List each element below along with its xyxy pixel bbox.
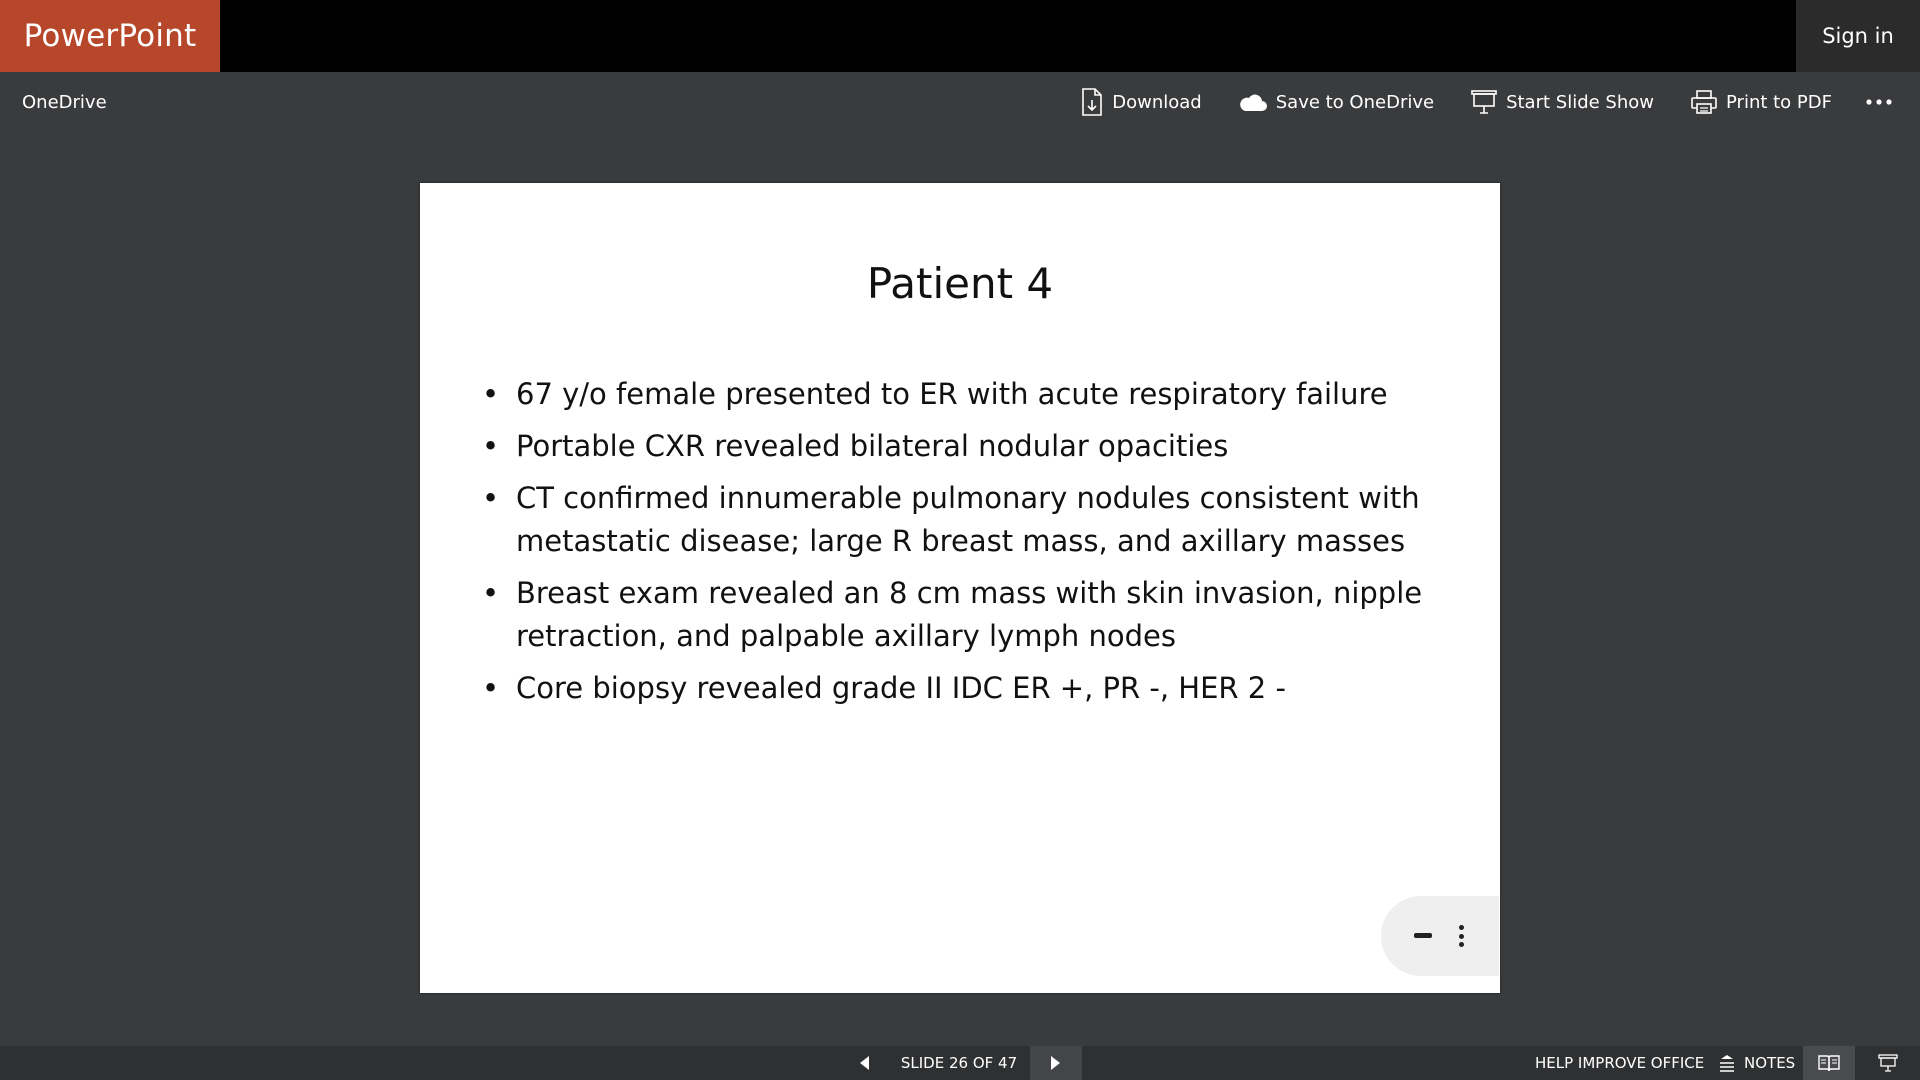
slide-show-view-button[interactable] — [1862, 1046, 1914, 1080]
minimize-icon[interactable] — [1414, 933, 1432, 938]
bullet-text: Portable CXR revealed bilateral nodular opacities — [516, 429, 1229, 463]
bullet-marker: • — [482, 377, 500, 411]
ellipsis-icon — [1866, 98, 1892, 106]
bullet-marker: • — [482, 429, 500, 463]
slide-bullet — [482, 667, 1462, 710]
dot — [1459, 934, 1464, 939]
help-improve-office-link[interactable]: HELP IMPROVE OFFICE — [1535, 1054, 1705, 1072]
slide-bullet — [482, 477, 1462, 563]
download-icon — [1080, 88, 1104, 116]
top-bar — [0, 0, 1920, 72]
bullet-text: 67 y/o female presented to ER with acute respiratory failure — [516, 377, 1388, 411]
next-slide-button[interactable] — [1030, 1046, 1082, 1080]
presentation-icon — [1470, 89, 1498, 115]
start-slide-show-label: Start Slide Show — [1506, 91, 1654, 113]
book-icon — [1818, 1054, 1840, 1072]
notes-icon — [1718, 1054, 1736, 1072]
slide-canvas[interactable] — [420, 183, 1500, 993]
notes-label: NOTES — [1744, 1054, 1796, 1072]
slide-bullet — [482, 572, 1462, 658]
bullet-marker: • — [482, 576, 500, 610]
dot — [1459, 942, 1464, 947]
download-button[interactable] — [1062, 72, 1219, 132]
slide-bullet-list — [482, 373, 1462, 719]
slide-bullet — [482, 425, 1462, 468]
dot — [1459, 925, 1464, 930]
app-brand: PowerPoint — [0, 0, 220, 72]
slide-title: Patient 4 — [866, 259, 1054, 308]
triangle-left-icon — [858, 1055, 870, 1071]
slide-bullet — [482, 373, 1462, 416]
bullet-marker: • — [482, 481, 500, 515]
floating-control-pill — [1381, 896, 1499, 976]
bullet-text: Core biopsy revealed grade II IDC ER +, PR -, HER 2 - — [516, 671, 1286, 705]
reading-view-button[interactable] — [1803, 1046, 1855, 1080]
save-to-onedrive-button[interactable] — [1220, 72, 1452, 132]
vertical-dots-icon[interactable] — [1459, 925, 1465, 947]
more-options-button[interactable] — [1850, 72, 1920, 132]
print-to-pdf-button[interactable] — [1672, 72, 1850, 132]
save-to-onedrive-label: Save to OneDrive — [1275, 91, 1435, 113]
bullet-text: Breast exam revealed an 8 cm mass with skin invasion, nipple retraction, and palpable axillary lymph nodes — [516, 576, 1423, 653]
command-bar — [0, 72, 1920, 132]
cloud-icon — [1238, 91, 1268, 113]
notes-button[interactable] — [1718, 1046, 1795, 1080]
printer-icon — [1690, 89, 1718, 115]
triangle-right-icon — [1050, 1055, 1062, 1071]
status-bar — [0, 1046, 1920, 1080]
download-label: Download — [1112, 91, 1202, 113]
bullet-text: CT confirmed innumerable pulmonary nodules consistent with metastatic disease; large R breast mass, and axillary masses — [516, 481, 1420, 558]
previous-slide-button[interactable] — [844, 1046, 884, 1080]
sign-in-button[interactable]: Sign in — [1796, 0, 1920, 72]
print-to-pdf-label: Print to PDF — [1726, 91, 1832, 113]
start-slide-show-button[interactable] — [1452, 72, 1672, 132]
bullet-marker: • — [482, 671, 500, 705]
breadcrumb-onedrive[interactable]: OneDrive — [22, 91, 107, 113]
command-actions — [1062, 72, 1920, 132]
slideshow-icon — [1878, 1054, 1898, 1072]
slide-counter: SLIDE 26 OF 47 — [900, 1054, 1018, 1072]
